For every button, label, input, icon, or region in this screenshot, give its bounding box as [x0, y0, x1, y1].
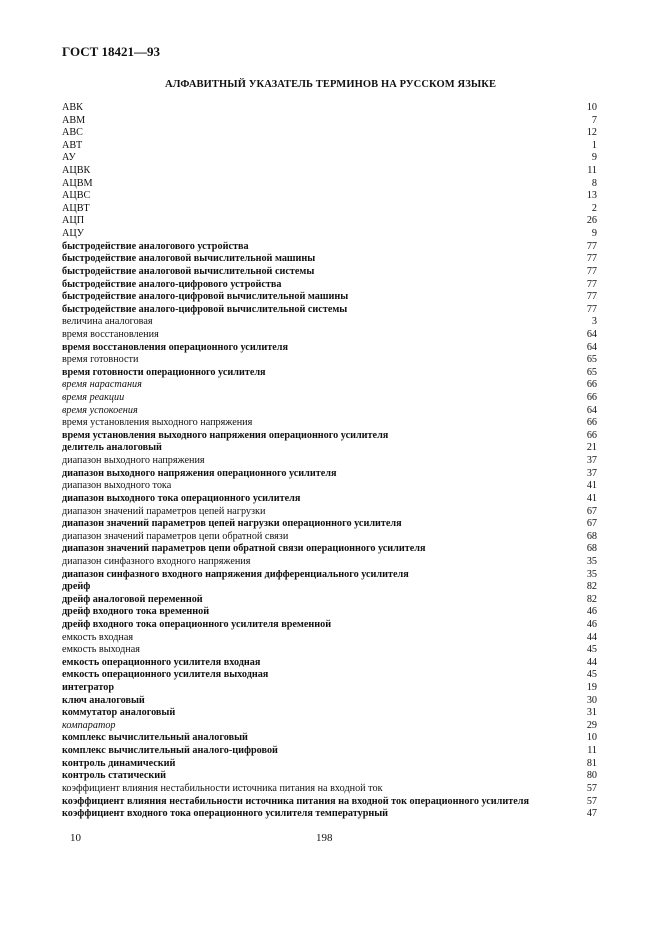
index-page-ref: 13 — [586, 190, 597, 202]
index-term: величина аналоговая — [62, 316, 153, 328]
index-page-ref: 81 — [586, 757, 597, 769]
index-page-ref: 67 — [586, 505, 597, 517]
index-entry — [62, 367, 597, 380]
index-term: быстродействие аналоговой вычислительной системы — [62, 265, 315, 277]
index-page-ref: 12 — [586, 127, 597, 139]
index-page-ref: 64 — [586, 341, 597, 353]
index-term: время реакции — [62, 392, 125, 404]
index-term: быстродействие аналоговой вычислительной машины — [62, 253, 316, 265]
index-term: коэффициент входного тока операционного усилителя температурный — [62, 808, 389, 820]
index-page-ref: 64 — [586, 328, 597, 340]
index-page-ref: 26 — [586, 215, 597, 227]
index-term: АЦУ — [62, 228, 84, 240]
index-entry — [62, 266, 597, 279]
index-entry — [62, 480, 597, 493]
index-entry — [62, 745, 597, 758]
index-term: диапазон выходного напряжения — [62, 455, 205, 467]
index-page-ref: 11 — [587, 165, 597, 177]
index-page-ref: 2 — [591, 202, 597, 214]
index-page-ref: 82 — [586, 581, 597, 593]
index-term: емкость входная — [62, 631, 134, 643]
index-term: дрейф — [62, 581, 91, 593]
index-term: быстродействие аналого-цифрового устройства — [62, 278, 282, 290]
index-entry — [62, 190, 597, 203]
index-page-ref: 57 — [586, 782, 597, 794]
index-term: быстродействие аналого-цифровой вычислительной системы — [62, 303, 348, 315]
index-term: диапазон синфазного входного напряжения — [62, 555, 251, 567]
index-entry — [62, 342, 597, 355]
index-term: диапазон выходного тока — [62, 480, 172, 492]
index-entry — [62, 796, 597, 809]
index-entry — [62, 102, 597, 115]
index-entry — [62, 215, 597, 228]
index-entry — [62, 228, 597, 241]
index-entry — [62, 253, 597, 266]
index-page-ref: 29 — [586, 719, 597, 731]
index-term: диапазон выходного напряжения операционного усилителя — [62, 467, 337, 479]
index-term: дрейф аналоговой переменной — [62, 593, 203, 605]
index-title: АЛФАВИТНЫЙ УКАЗАТЕЛЬ ТЕРМИНОВ НА РУССКОМ ЯЗЫКЕ — [164, 79, 497, 90]
index-entry — [62, 140, 597, 153]
index-entry — [62, 695, 597, 708]
term-index-list — [62, 102, 597, 821]
index-page-ref: 8 — [591, 177, 597, 189]
index-term: комплекс вычислительный аналоговый — [62, 732, 248, 744]
index-page-ref: 10 — [586, 102, 597, 113]
index-entry — [62, 279, 597, 292]
index-page-ref: 66 — [586, 429, 597, 441]
index-entry — [62, 556, 597, 569]
index-entry — [62, 304, 597, 317]
index-term: время восстановления — [62, 328, 159, 340]
index-page-ref: 82 — [586, 593, 597, 605]
index-term: контроль статический — [62, 770, 166, 782]
index-page-ref: 47 — [586, 808, 597, 820]
index-page-ref: 65 — [586, 354, 597, 366]
index-page-ref: 45 — [586, 669, 597, 681]
index-page-ref: 30 — [586, 694, 597, 706]
index-page-ref: 3 — [591, 316, 597, 328]
index-term: коммутатор аналоговый — [62, 707, 176, 719]
index-term: АВС — [62, 127, 83, 139]
index-term: диапазон выходного тока операционного усилителя — [62, 492, 301, 504]
index-term: емкость операционного усилителя входная — [62, 656, 261, 668]
index-term: АЦВМ — [62, 177, 93, 189]
index-term: АЦВК — [62, 165, 91, 177]
index-entry — [62, 165, 597, 178]
footer-page-number: 198 — [316, 832, 333, 844]
index-entry — [62, 732, 597, 745]
index-entry — [62, 291, 597, 304]
index-term: коэффициент влияния нестабильности источника питания на входной ток операционного усилителя — [62, 795, 529, 807]
index-page-ref: 9 — [591, 228, 597, 240]
index-page-ref: 66 — [586, 417, 597, 429]
index-page-ref: 65 — [586, 366, 597, 378]
index-page-ref: 67 — [586, 518, 597, 530]
index-term: АВМ — [62, 114, 86, 126]
index-page-ref: 35 — [586, 568, 597, 580]
index-entry — [62, 657, 597, 670]
index-entry — [62, 581, 597, 594]
index-entry — [62, 770, 597, 783]
index-entry — [62, 758, 597, 771]
index-term: компаратор — [62, 719, 116, 731]
index-entry — [62, 669, 597, 682]
index-term: емкость выходная — [62, 644, 140, 656]
index-term: диапазон значений параметров цепи обратной связи — [62, 530, 289, 542]
index-page-ref: 77 — [586, 278, 597, 290]
index-entry — [62, 506, 597, 519]
index-term: время готовности — [62, 354, 139, 366]
index-entry — [62, 405, 597, 418]
index-entry — [62, 316, 597, 329]
index-entry — [62, 241, 597, 254]
index-page-ref: 57 — [586, 795, 597, 807]
index-entry — [62, 569, 597, 582]
index-entry — [62, 632, 597, 645]
index-entry — [62, 707, 597, 720]
document-code: ГОСТ 18421—93 — [62, 44, 161, 59]
index-page-ref: 19 — [586, 682, 597, 694]
index-page-ref: 31 — [586, 707, 597, 719]
index-term: диапазон значений параметров цепи обратной связи операционного усилителя — [62, 543, 426, 555]
index-entry — [62, 442, 597, 455]
index-term: диапазон значений параметров цепей нагрузки операционного усилителя — [62, 518, 402, 530]
index-entry — [62, 354, 597, 367]
index-term: делитель аналоговый — [62, 442, 162, 454]
footer-page-left: 10 — [70, 832, 81, 844]
index-page-ref: 45 — [586, 644, 597, 656]
index-entry — [62, 455, 597, 468]
index-page-ref: 7 — [591, 114, 597, 126]
index-entry — [62, 594, 597, 607]
index-entry — [62, 682, 597, 695]
index-page-ref: 21 — [586, 442, 597, 454]
index-page-ref: 9 — [591, 152, 597, 164]
index-page-ref: 41 — [586, 492, 597, 504]
index-term: время установления выходного напряжения — [62, 417, 253, 429]
index-entry — [62, 518, 597, 531]
index-term: АЦВТ — [62, 202, 90, 214]
index-page-ref: 77 — [586, 291, 597, 303]
index-term: дрейф входного тока временной — [62, 606, 210, 618]
index-term: время нарастания — [62, 379, 142, 391]
index-page-ref: 11 — [587, 745, 597, 757]
index-page-ref: 68 — [586, 530, 597, 542]
index-entry — [62, 619, 597, 632]
index-term: диапазон синфазного входного напряжения дифференциального усилителя — [62, 568, 409, 580]
index-page-ref: 46 — [586, 618, 597, 630]
index-entry — [62, 115, 597, 128]
index-term: время успокоения — [62, 404, 138, 416]
index-page-ref: 37 — [586, 467, 597, 479]
index-entry — [62, 152, 597, 165]
index-entry — [62, 329, 597, 342]
index-entry — [62, 417, 597, 430]
index-page-ref: 37 — [586, 455, 597, 467]
index-entry — [62, 178, 597, 191]
index-term: АЦВС — [62, 190, 91, 202]
index-entry — [62, 379, 597, 392]
index-entry — [62, 644, 597, 657]
index-term: время установления выходного напряжения операционного усилителя — [62, 429, 389, 441]
index-page-ref: 35 — [586, 555, 597, 567]
index-page-ref: 77 — [586, 240, 597, 252]
index-entry — [62, 430, 597, 443]
index-page-ref: 77 — [586, 253, 597, 265]
index-term: время восстановления операционного усилителя — [62, 341, 289, 353]
index-term: контроль динамический — [62, 757, 176, 769]
index-page-ref: 66 — [586, 379, 597, 391]
index-term: быстродействие аналого-цифровой вычислительной машины — [62, 291, 349, 303]
index-term: диапазон значений параметров цепей нагрузки — [62, 505, 266, 517]
index-entry — [62, 606, 597, 619]
index-term: емкость операционного усилителя выходная — [62, 669, 269, 681]
index-term: АЦП — [62, 215, 85, 227]
index-entry — [62, 531, 597, 544]
index-page-ref: 64 — [586, 404, 597, 416]
index-entry — [62, 808, 597, 821]
index-term: интегратор — [62, 682, 115, 694]
index-entry — [62, 127, 597, 140]
index-page-ref: 77 — [586, 303, 597, 315]
index-page-ref: 46 — [586, 606, 597, 618]
index-term: ключ аналоговый — [62, 694, 145, 706]
index-page-ref: 66 — [586, 392, 597, 404]
index-entry — [62, 783, 597, 796]
index-page-ref: 41 — [586, 480, 597, 492]
index-term: время готовности операционного усилителя — [62, 366, 266, 378]
index-term: АВК — [62, 102, 83, 113]
index-page-ref: 44 — [586, 631, 597, 643]
index-term: АВТ — [62, 139, 83, 151]
index-entry — [62, 543, 597, 556]
index-entry — [62, 468, 597, 481]
index-page-ref: 77 — [586, 265, 597, 277]
index-page-ref: 10 — [586, 732, 597, 744]
index-term: дрейф входного тока операционного усилителя временной — [62, 618, 332, 630]
index-term: комплекс вычислительный аналого-цифровой — [62, 745, 278, 757]
index-term: быстродействие аналогового устройства — [62, 240, 249, 252]
index-term: коэффициент влияния нестабильности источника питания на входной ток — [62, 782, 383, 794]
index-page-ref: 1 — [591, 139, 597, 151]
index-entry — [62, 493, 597, 506]
index-page-ref: 44 — [586, 656, 597, 668]
index-term: АУ — [62, 152, 76, 164]
index-page-ref: 68 — [586, 543, 597, 555]
index-entry — [62, 392, 597, 405]
index-entry — [62, 720, 597, 733]
index-entry — [62, 203, 597, 216]
index-page-ref: 80 — [586, 770, 597, 782]
